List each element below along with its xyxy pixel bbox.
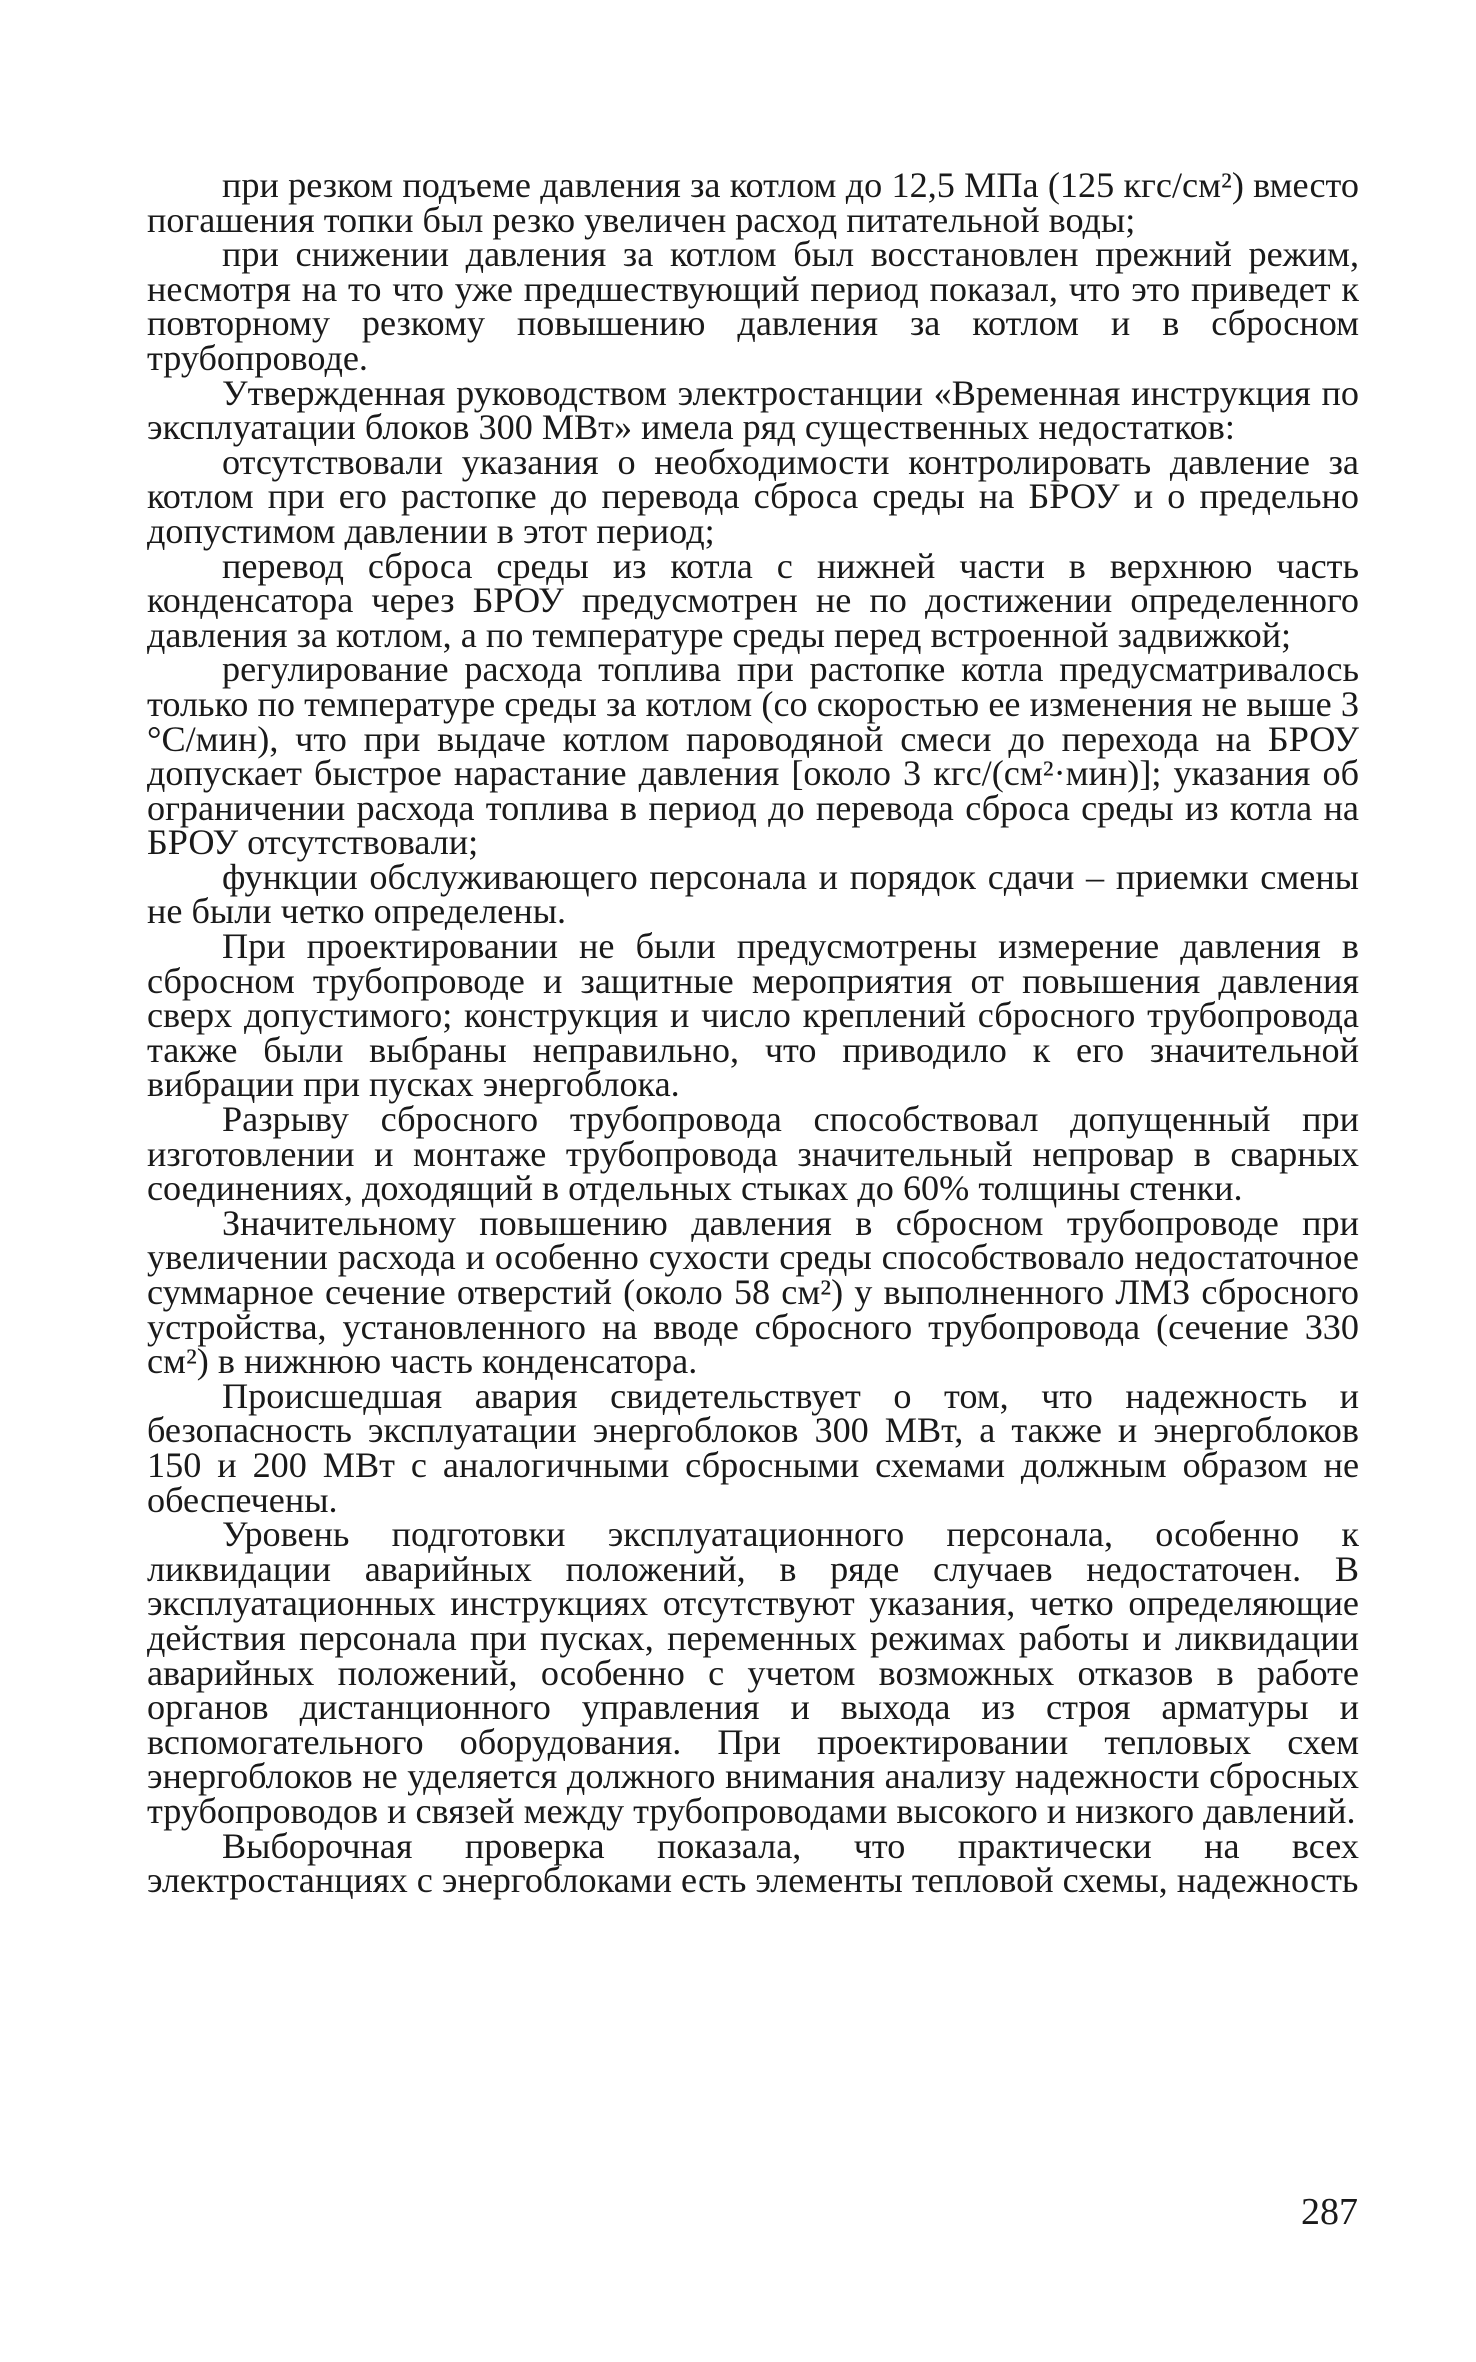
paragraph-3: Утвержденная руководством электростанции «Временная инструкция по эксплуатации блоков 300 МВт» имела ряд существенных недостатков: [147, 372, 1359, 448]
paragraph-1: при резком подъеме давления за котлом до 12,5 МПа (125 кгс/см²) вместо погашения топки был резко увеличен расход питательной воды; [147, 165, 1359, 240]
paragraph-9: Разрыву сбросного трубопровода способствовал допущенный при изготовлении и монтаже трубопровода значительный непровар в сварных соединениях, доходящий в отдельных стыках до 60% толщины стенки. [147, 1099, 1359, 1209]
paragraph-10: Значительному повышению давления в сбросном трубопроводе при увеличении расхода и особенно сухости среды способствовало недостаточное суммарное сечение отверстий (около 58 см²) у выполненного ЛМЗ сбросного устройства, установленного на вводе сбросного трубопровода (сечение 330 см²) в нижнюю часть конденсатора. [147, 1202, 1359, 1382]
paragraph-13: Выборочная проверка показала, что практически на всех электростанциях с энергоблоками есть элементы тепловой схемы, надежность [147, 1825, 1359, 1901]
paragraph-12: Уровень подготовки эксплуатационного персонала, особенно к ликвидации аварийных положений, в ряде случаев недостаточен. В эксплуатационных инструкциях отсутствуют указания, четко определяющие действия персонала при пусках, переменных режимах работы и ликвидации аварийных положений, особенно с учетом возможных отказов в работе органов дистанционного управления и выхода из строя арматуры и вспомогательного оборудования. При проектировании тепловых схем энергоблоков не уделяется должного внимания анализу надежности сбросных трубопроводов и связей между трубопроводами высокого и низкого давлений. [147, 1514, 1359, 1831]
paragraph-7: функции обслуживающего персонала и порядок сдачи – приемки смены не были четко определены. [147, 856, 1359, 932]
page-number: 287 [1301, 2191, 1358, 2233]
paragraph-4: отсутствовали указания о необходимости контролировать давление за котлом при его растопке до перевода сброса среды на БРОУ и о предельно допустимом давлении в этот период; [147, 441, 1359, 551]
paragraph-5: перевод сброса среды из котла с нижней части в верхнюю часть конденсатора через БРОУ предусмотрен не по достижении определенного давления за котлом, а по температуре среды перед встроенной задвижкой; [147, 545, 1359, 655]
paragraph-11: Происшедшая авария свидетельствует о том, что надежность и безопасность эксплуатации энергоблоков 300 МВт, а также и энергоблоков 150 и 200 МВт с аналогичными сбросными схемами должным образом не обеспечены. [147, 1375, 1359, 1520]
paragraph-8: При проектировании не были предусмотрены измерение давления в сбросном трубопроводе и защитные мероприятия от повышения давления сверх допустимого; конструкция и число креплений сбросного трубопровода также были выбраны неправильно, что приводило к его значительной вибрации при пусках энергоблока. [147, 926, 1359, 1105]
page-body [147, 165, 1359, 1901]
paragraph-6: регулирование расхода топлива при растопке котла предусматривалось только по температуре среды за котлом (со скоростью ее изменения не выше 3 °С/мин), что при выдаче котлом пароводяной смеси до перехода на БРОУ допускает быстрое нарастание давления [около 3 кгс/(см²·мин)]; указания об ограничении расхода топлива в период до перевода сброса среды из котла на БРОУ отсутствовали; [147, 649, 1359, 863]
paragraph-2: при снижении давления за котлом был восстановлен прежний режим, несмотря на то что уже предшествующий период показал, что это приведет к повторному резкому повышению давления за котлом и в сбросном трубопроводе. [147, 234, 1359, 378]
